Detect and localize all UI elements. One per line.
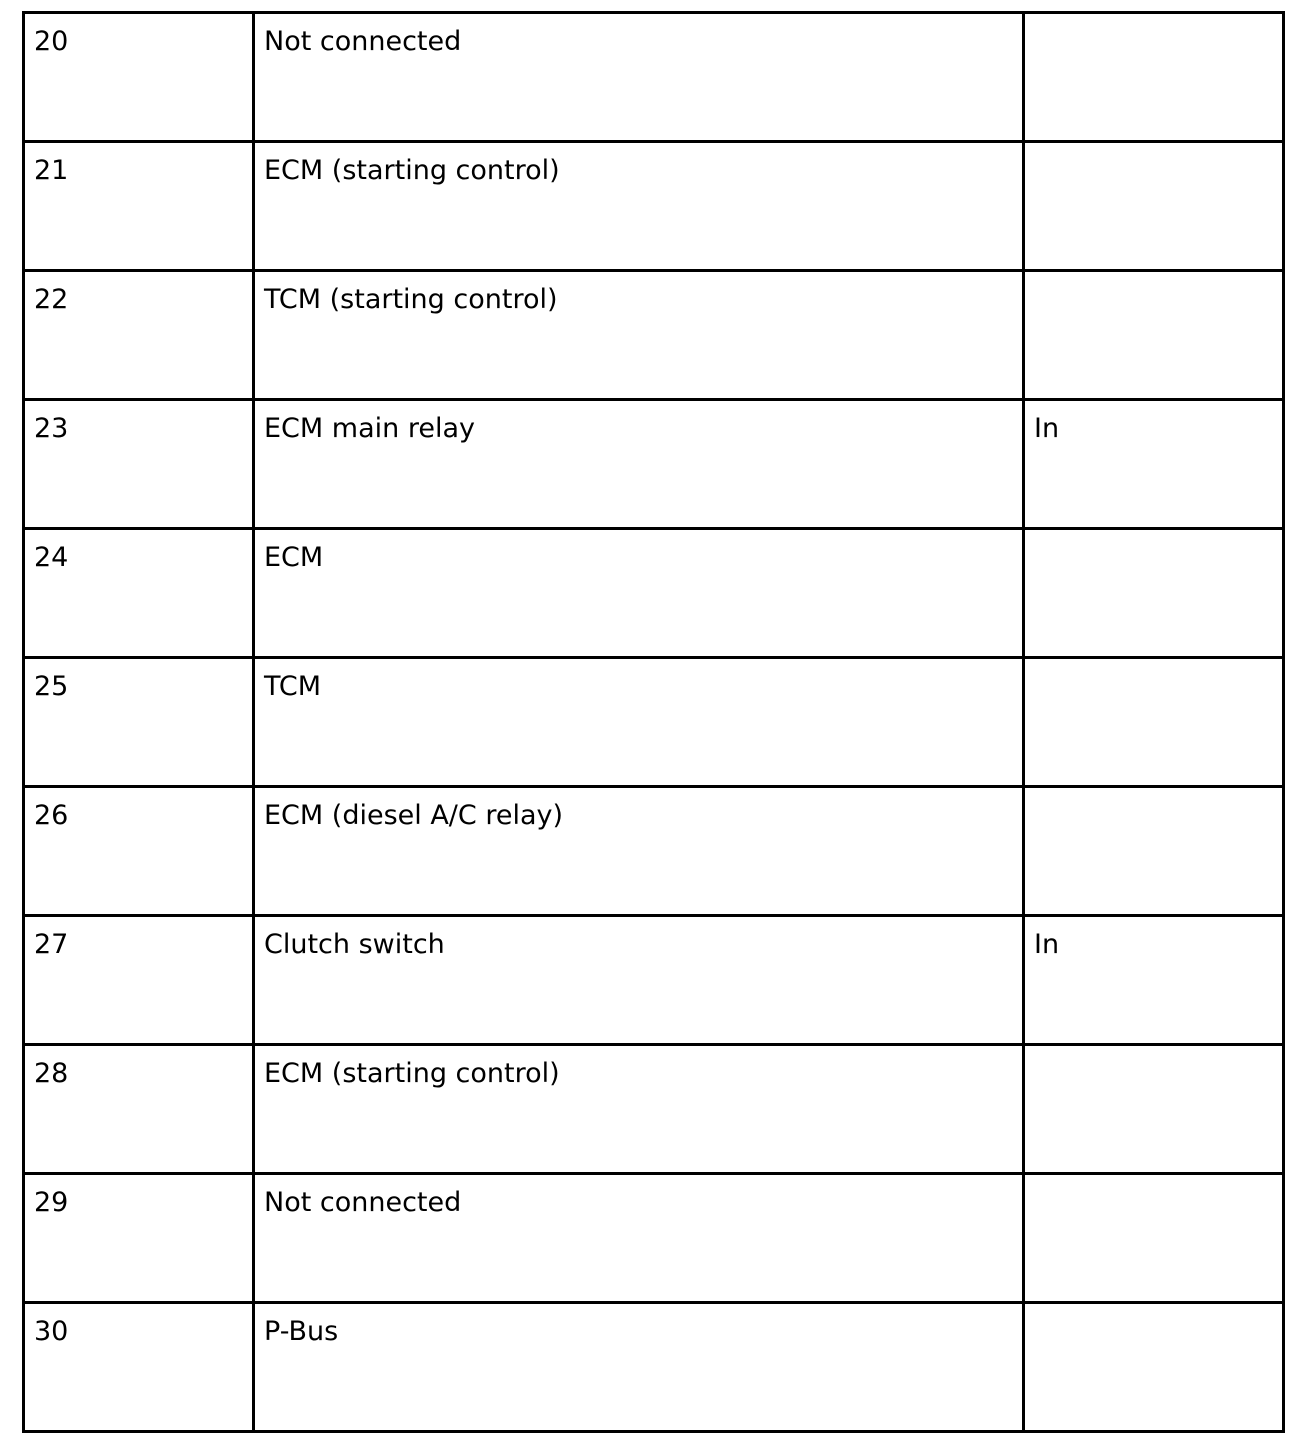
table-row bbox=[24, 529, 1284, 658]
description-cell: Not connected bbox=[254, 1174, 1024, 1303]
pin-number-cell: 22 bbox=[24, 271, 254, 400]
description-cell: ECM (starting control) bbox=[254, 142, 1024, 271]
pin-number-cell: 24 bbox=[24, 529, 254, 658]
description-cell: TCM (starting control) bbox=[254, 271, 1024, 400]
table-row bbox=[24, 916, 1284, 1045]
description-cell: Not connected bbox=[254, 13, 1024, 142]
direction-cell bbox=[1024, 1045, 1284, 1174]
description-cell: TCM bbox=[254, 658, 1024, 787]
direction-cell bbox=[1024, 1303, 1284, 1432]
table-row bbox=[24, 1303, 1284, 1432]
table-row bbox=[24, 1174, 1284, 1303]
direction-cell bbox=[1024, 271, 1284, 400]
direction-cell: In bbox=[1024, 400, 1284, 529]
pin-number-cell: 25 bbox=[24, 658, 254, 787]
description-cell: P-Bus bbox=[254, 1303, 1024, 1432]
pin-number-cell: 28 bbox=[24, 1045, 254, 1174]
direction-cell bbox=[1024, 787, 1284, 916]
table-row bbox=[24, 658, 1284, 787]
pin-number-cell: 27 bbox=[24, 916, 254, 1045]
table-row bbox=[24, 400, 1284, 529]
direction-cell bbox=[1024, 1174, 1284, 1303]
pin-number-cell: 29 bbox=[24, 1174, 254, 1303]
direction-cell bbox=[1024, 658, 1284, 787]
pin-number-cell: 23 bbox=[24, 400, 254, 529]
direction-cell bbox=[1024, 142, 1284, 271]
direction-cell bbox=[1024, 13, 1284, 142]
direction-cell: In bbox=[1024, 916, 1284, 1045]
table-row bbox=[24, 1045, 1284, 1174]
pin-number-cell: 20 bbox=[24, 13, 254, 142]
description-cell: ECM main relay bbox=[254, 400, 1024, 529]
pin-number-cell: 30 bbox=[24, 1303, 254, 1432]
pin-number-cell: 26 bbox=[24, 787, 254, 916]
table-row bbox=[24, 271, 1284, 400]
table-body bbox=[24, 13, 1284, 1432]
description-cell: ECM (starting control) bbox=[254, 1045, 1024, 1174]
description-cell: Clutch switch bbox=[254, 916, 1024, 1045]
table-row bbox=[24, 787, 1284, 916]
pin-assignment-table bbox=[22, 11, 1285, 1433]
table-row bbox=[24, 142, 1284, 271]
table-row bbox=[24, 13, 1284, 142]
direction-cell bbox=[1024, 529, 1284, 658]
pin-number-cell: 21 bbox=[24, 142, 254, 271]
description-cell: ECM (diesel A/C relay) bbox=[254, 787, 1024, 916]
description-cell: ECM bbox=[254, 529, 1024, 658]
